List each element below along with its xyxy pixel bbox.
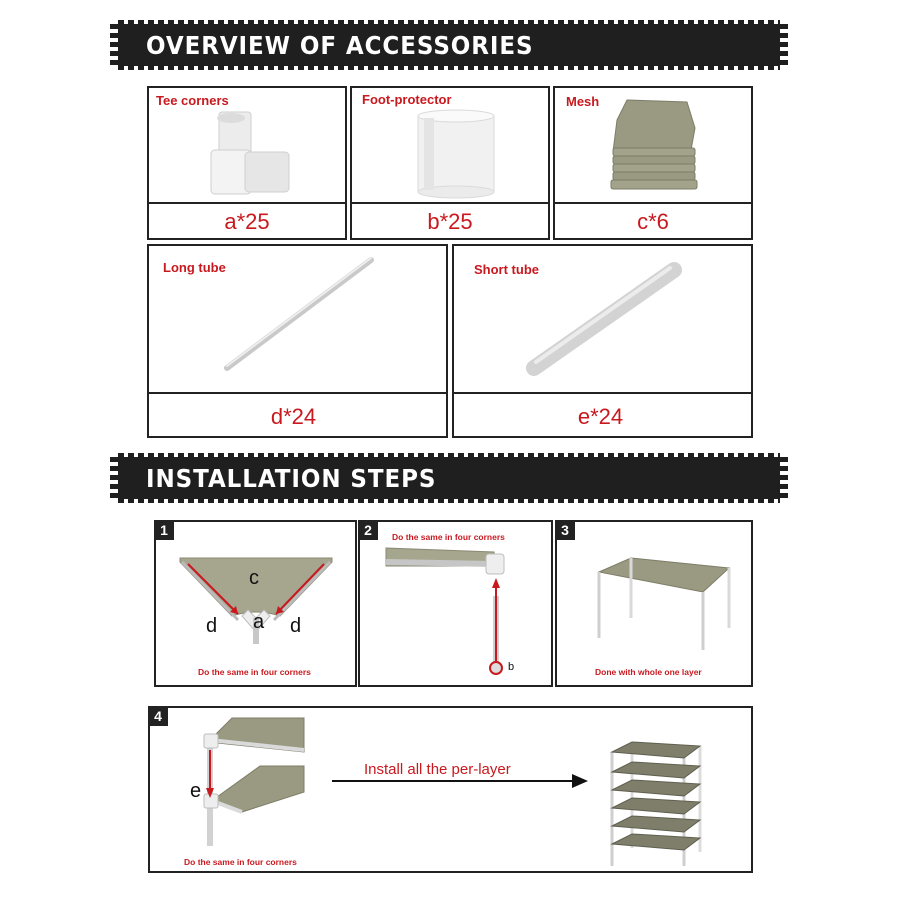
letter-c: c <box>249 567 259 589</box>
banner-edge-right <box>780 457 788 499</box>
accessory-count: b*25 <box>427 209 473 234</box>
accessories-title: OVERVIEW OF ACCESSORIES <box>146 31 534 60</box>
tee-corner-image <box>205 110 295 200</box>
step3-layer-illustration <box>579 552 739 652</box>
accessory-card-long-tube <box>147 244 448 438</box>
step-number: 2 <box>358 520 378 540</box>
step4-leg-illustration <box>194 716 304 846</box>
foot-protector-image <box>414 108 498 200</box>
letter-d-right: d <box>290 615 302 637</box>
accessory-card-tee-corners <box>147 86 347 240</box>
accessory-card-short-tube <box>452 244 753 438</box>
step-caption: Do the same in four corners <box>184 857 297 867</box>
banner-edge-left <box>110 24 118 66</box>
letter-b: b <box>508 661 515 673</box>
short-tube-image <box>520 256 690 386</box>
accessory-label: Tee corners <box>156 93 229 108</box>
accessory-count: c*6 <box>637 209 669 234</box>
accessory-card-foot-protector <box>350 86 550 240</box>
step-3 <box>555 520 753 687</box>
accessory-label: Mesh <box>566 94 600 109</box>
step-caption: Do the same in four corners <box>392 532 505 542</box>
accessory-count: d*24 <box>270 404 317 429</box>
card-divider <box>352 202 548 204</box>
letter-a: a <box>253 611 265 633</box>
installation-banner <box>118 457 780 499</box>
banner-edge-left <box>110 457 118 499</box>
step-1 <box>154 520 357 687</box>
accessory-label: Short tube <box>474 262 539 277</box>
arrow-label: Install all the per-layer <box>364 761 511 778</box>
step-4 <box>148 706 753 873</box>
step-number: 1 <box>154 520 174 540</box>
step-number: 3 <box>555 520 575 540</box>
accessory-count: a*25 <box>224 209 270 234</box>
card-divider <box>149 202 345 204</box>
banner-edge-right <box>780 24 788 66</box>
accessory-card-mesh <box>553 86 753 240</box>
accessory-label: Long tube <box>163 260 226 275</box>
accessory-count: e*24 <box>577 404 624 429</box>
installation-title: INSTALLATION STEPS <box>146 464 437 493</box>
step-caption: Do the same in four corners <box>198 667 311 677</box>
step-number: 4 <box>148 706 168 726</box>
step-caption: Done with whole one layer <box>595 667 702 677</box>
letter-e: e <box>190 780 202 802</box>
mesh-stack-image <box>607 98 703 198</box>
card-divider <box>555 202 751 204</box>
card-divider <box>149 392 446 394</box>
long-tube-image <box>219 252 379 382</box>
arrow-right-icon <box>332 774 588 788</box>
accessory-label: Foot-protector <box>362 92 452 107</box>
accessories-banner <box>118 24 780 66</box>
step-2 <box>358 520 553 687</box>
shelf-tower-illustration <box>602 738 712 868</box>
card-divider <box>454 392 751 394</box>
letter-d-left: d <box>206 615 218 637</box>
